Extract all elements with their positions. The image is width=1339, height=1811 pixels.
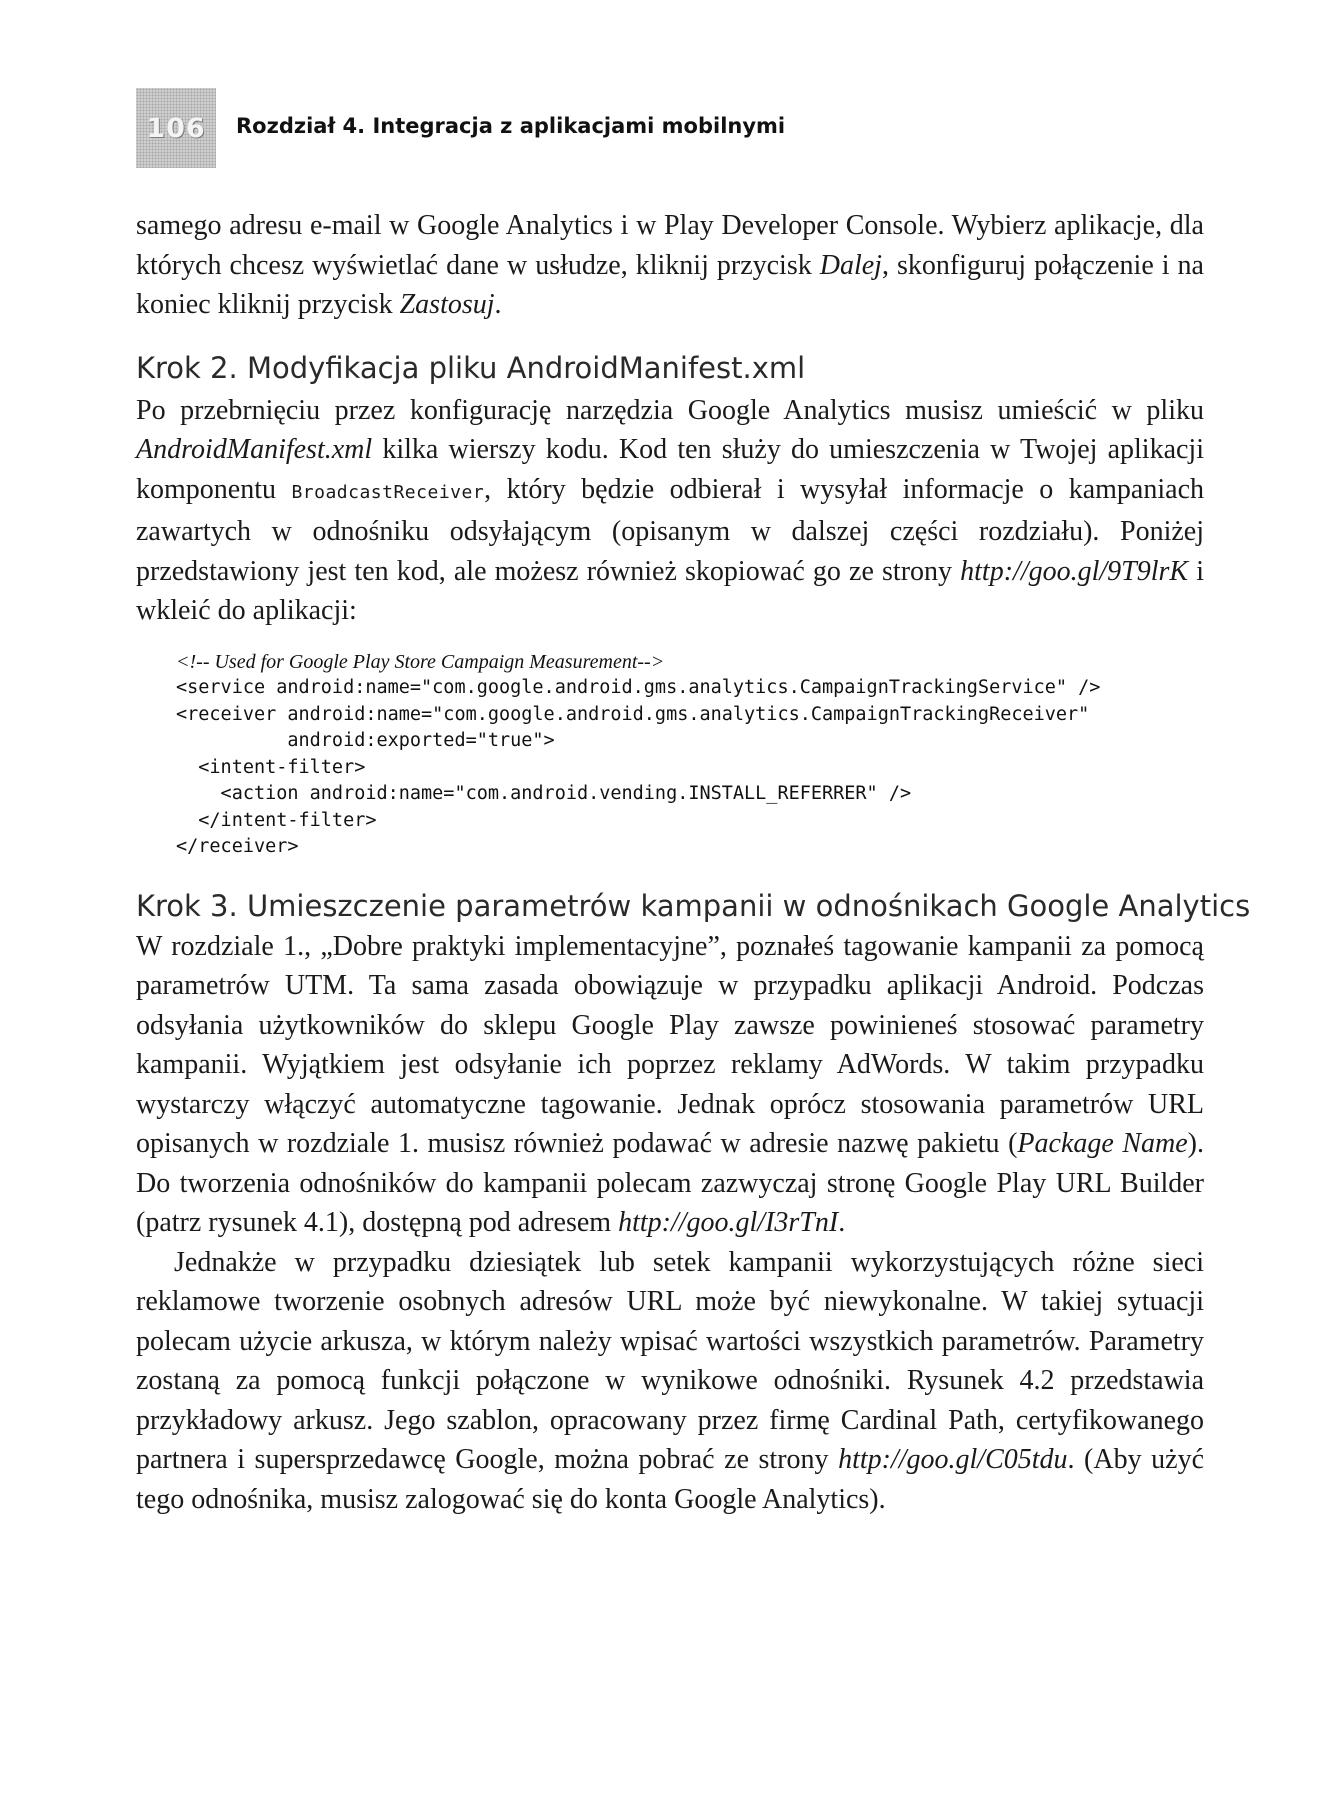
paragraph-3-text-3: . bbox=[838, 1207, 846, 1238]
paragraph-2-inline-code: BroadcastReceiver bbox=[291, 481, 485, 503]
code-comment-line: <!-- Used for Google Play Store Campaign Measurement--> bbox=[176, 650, 665, 673]
page-number-box bbox=[136, 88, 216, 168]
paragraph-3-italic-package-name: Package Name bbox=[1017, 1128, 1188, 1159]
paragraph-1-italic-dalej: Dalej bbox=[819, 249, 882, 281]
paragraph-4-italic-url: http://goo.gl/C05tdu bbox=[838, 1444, 1068, 1475]
code-line: <intent-filter> bbox=[176, 756, 366, 778]
paragraph-3-italic-url: http://goo.gl/I3rTnI bbox=[618, 1207, 839, 1238]
paragraph-2-text-1: Po przebrnięciu przez konfigurację narzędzia Google Analytics musisz umieścić w pliku bbox=[136, 394, 1204, 426]
paragraph-3-text-2: ). Do tworzenia odnośników do kampanii polecam zazwyczaj stronę Google Play URL Builder (patrz rysunek 4.1), dostępną pod adresem bbox=[136, 1128, 1204, 1238]
code-line: android:exported="true"> bbox=[176, 730, 555, 751]
page-header bbox=[136, 88, 785, 168]
paragraph-4-text-2: . (Aby użyć tego odnośnika, musisz zalogować się do konta Google Analytics). bbox=[136, 1444, 1204, 1515]
code-line: </intent-filter> bbox=[176, 809, 377, 831]
page-number: 106 bbox=[146, 112, 206, 144]
paragraph-4 bbox=[136, 1243, 1204, 1520]
paragraph-2-text-3: , który będzie odbierał i wysyłał informacje o kampaniach zawartych w odnośniku odsyłającym (opisanym w dalszej części rozdziału). Poniżej przedstawiony jest ten kod, ale możesz również skopiować go ze strony bbox=[136, 473, 1204, 587]
paragraph-2-italic-url: http://goo.gl/9T9lrK bbox=[960, 555, 1189, 587]
paragraph-4-text-1: Jednakże w przypadku dziesiątek lub setek kampanii wykorzystujących różne sieci reklamowe tworzenie osobnych adresów URL może być niewykonalne. W takiej sytuacji polecam użycie arkusza, w którym należy wpisać wartości wszystkich parametrów. Parametry zostaną za pomocą funkcji połączone w wynikowe odnośniki. Rysunek 4.2 przedstawia przykładowy arkusz. Jego szablon, opracowany przez firmę Cardinal Path, certyfikowanego partnera i supersprzedawcę Google, można pobrać ze strony bbox=[136, 1246, 1204, 1475]
chapter-title: Rozdział 4. Integracja z aplikacjami mobilnymi bbox=[236, 114, 786, 138]
section-heading-krok-3: Krok 3. Umieszczenie parametrów kampanii w odnośnikach Google Analytics bbox=[136, 888, 1251, 923]
paragraph-1-text-1: samego adresu e-mail w Google Analytics i w Play Developer Console. Wybierz aplikacje, dla których chcesz wyświetlać dane w usłudze, kliknij przycisk bbox=[136, 210, 1204, 281]
paragraph-2-italic-filename: AndroidManifest.xml bbox=[136, 434, 373, 465]
paragraph-1-text-2: , skonfiguruj połączenie i na koniec kliknij przycisk bbox=[136, 249, 1204, 320]
code-line: <receiver android:name="com.google.android.gms.analytics.CampaignTrackingReceiver" bbox=[176, 703, 1090, 725]
paragraph-1-italic-zastosuj: Zastosuj bbox=[399, 289, 495, 320]
code-line: <service android:name="com.google.android.gms.analytics.CampaignTrackingService" /> bbox=[176, 677, 1101, 698]
page-content bbox=[136, 206, 1251, 1519]
section-heading-krok-2: Krok 2. Modyfikacja pliku AndroidManifest.xml bbox=[136, 350, 806, 385]
paragraph-3 bbox=[136, 927, 1204, 1243]
paragraph-2 bbox=[136, 391, 1204, 631]
paragraph-3-text-1: W rozdziale 1., „Dobre praktyki implementacyjne”, poznałeś tagowanie kampanii za pomocą parametrów UTM. Ta sama zasada obowiązuje w przypadku aplikacji Android. Podczas odsyłania użytkowników do sklepu Google Play zawsze powinieneś stosować parametry kampanii. Wyjątkiem jest odsyłanie ich poprzez reklamy AdWords. W takim przypadku wystarczy włączyć automatyczne tagowanie. Jednak oprócz stosowania parametrów URL opisanych w rozdziale 1. musisz również podawać w adresie nazwę pakietu ( bbox=[136, 930, 1204, 1159]
code-line: </receiver> bbox=[176, 836, 299, 857]
paragraph-1 bbox=[136, 206, 1204, 325]
paragraph-2-text-2: kilka wierszy kodu. Kod ten służy do umieszczenia w Twojej aplikacji komponentu bbox=[136, 434, 1204, 505]
paragraph-1-text-3: . bbox=[494, 289, 502, 320]
code-listing bbox=[176, 649, 1204, 861]
paragraph-2-text-4: i wkleić do aplikacji: bbox=[136, 555, 1204, 626]
code-line: <action android:name="com.android.vending.INSTALL_REFERRER" /> bbox=[176, 783, 912, 804]
